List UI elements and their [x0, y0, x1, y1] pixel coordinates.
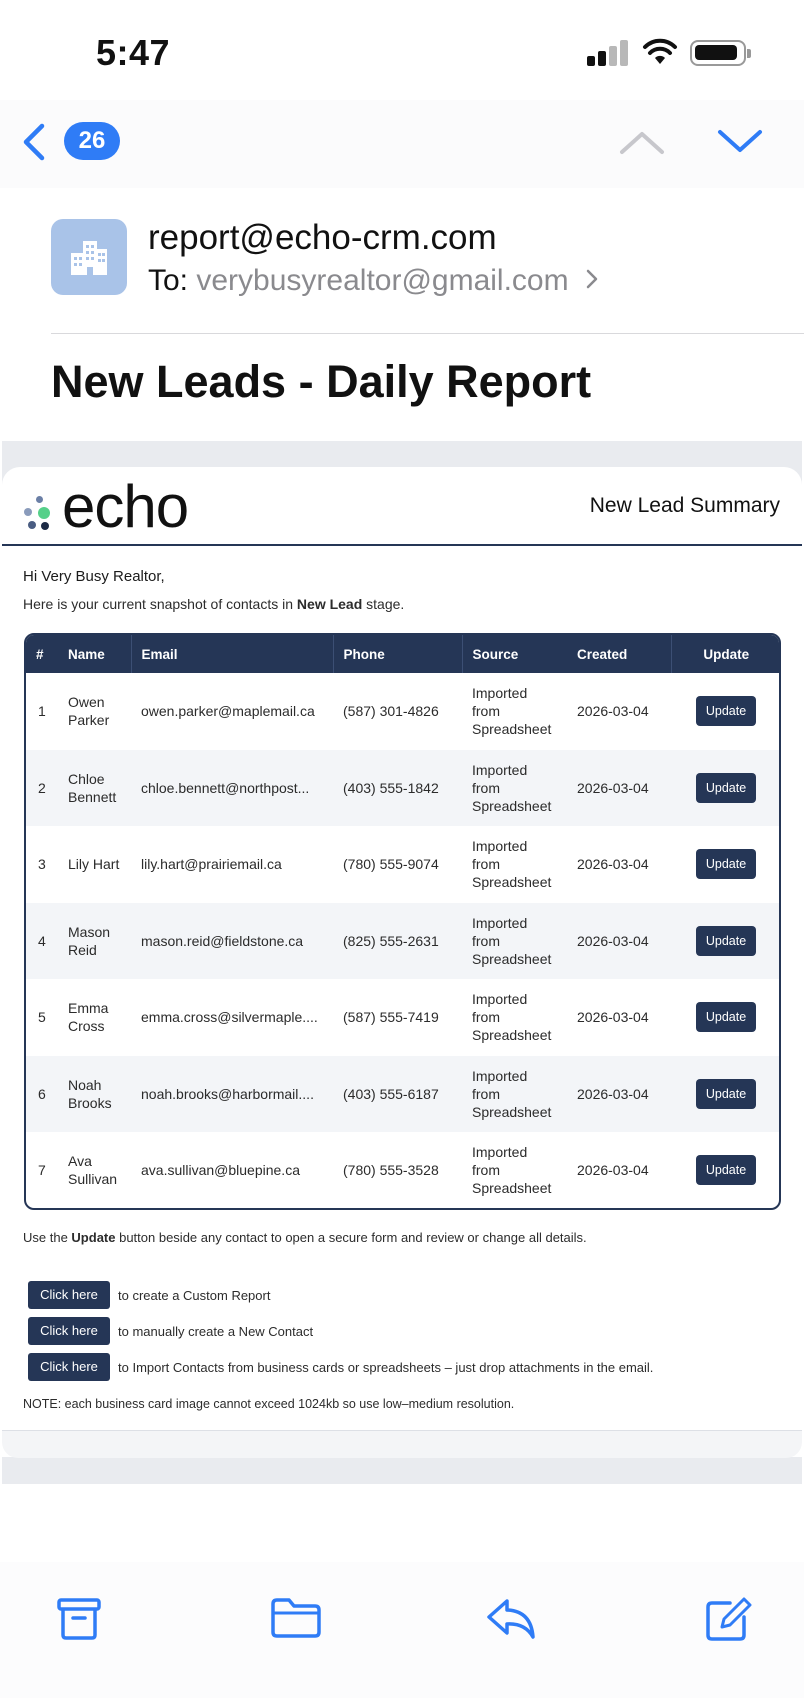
- lead-email[interactable]: chloe.bennett@northpost...: [131, 750, 333, 827]
- lead-phone[interactable]: (825) 555-2631: [333, 903, 462, 980]
- table-row: [26, 750, 781, 827]
- recipient-line[interactable]: [148, 264, 599, 298]
- column-header: #: [26, 635, 58, 673]
- import-contacts-button[interactable]: Click here: [28, 1353, 110, 1381]
- table-row: [26, 826, 781, 903]
- lead-created: 2026-03-04: [577, 1009, 649, 1026]
- lead-source: Imported from Spreadsheet: [462, 1056, 567, 1133]
- action-description: to Import Contacts from business cards or spreadsheets – just drop attachments in the email.: [118, 1359, 654, 1375]
- lead-phone[interactable]: (403) 555-1842: [333, 750, 462, 827]
- table-header-row: [26, 635, 781, 673]
- column-header: Source: [462, 635, 567, 673]
- archive-icon[interactable]: [56, 1597, 102, 1641]
- action-description: to manually create a New Contact: [118, 1323, 314, 1339]
- building-icon: [67, 235, 111, 279]
- lead-email[interactable]: lily.hart@prairiemail.ca: [141, 856, 282, 873]
- header-divider: [51, 333, 804, 334]
- bottom-toolbar: [0, 1562, 804, 1698]
- column-header: Created: [567, 635, 671, 673]
- lead-source: Imported from Spreadsheet: [462, 903, 567, 980]
- folder-icon[interactable]: [270, 1597, 322, 1639]
- lead-name: Owen Parker: [68, 694, 110, 729]
- action-custom-report: [28, 1280, 270, 1310]
- logo-dots-icon: [22, 494, 54, 534]
- action-new-contact: [28, 1316, 313, 1346]
- column-header: Update: [671, 635, 781, 673]
- back-chevron-icon[interactable]: [18, 122, 48, 162]
- battery-icon: [690, 40, 746, 66]
- greeting: Hi Very Busy Realtor,: [23, 568, 165, 585]
- to-label: To:: [148, 264, 189, 297]
- chevron-right-icon: [585, 268, 599, 290]
- lead-created: 2026-03-04: [577, 703, 649, 720]
- lead-email[interactable]: mason.reid@fieldstone.ca: [131, 903, 333, 980]
- lead-created: 2026-03-04: [567, 1056, 671, 1133]
- column-header: Phone: [333, 635, 462, 673]
- summary-title: New Lead Summary: [589, 494, 780, 517]
- reply-icon[interactable]: [485, 1597, 537, 1641]
- update-button[interactable]: Update: [696, 696, 756, 726]
- row-number: 1: [38, 703, 46, 720]
- update-instructions: Use the Update button beside any contact to open a secure form and review or change all details.: [23, 1230, 587, 1245]
- lead-email[interactable]: owen.parker@maplemail.ca: [141, 703, 315, 720]
- lead-created: 2026-03-04: [567, 750, 671, 827]
- row-number: 3: [38, 856, 46, 873]
- table-row: [26, 1132, 781, 1209]
- wifi-icon: [642, 38, 678, 66]
- new-contact-button[interactable]: Click here: [28, 1317, 110, 1345]
- row-number: 2: [26, 750, 58, 827]
- brand-name: echo: [62, 473, 189, 540]
- action-import-contacts: [28, 1352, 653, 1382]
- lead-source: Imported from Spreadsheet: [472, 1144, 552, 1197]
- lead-created: 2026-03-04: [567, 903, 671, 980]
- lead-name: Lily Hart: [68, 856, 120, 873]
- lead-phone[interactable]: (587) 301-4826: [343, 703, 439, 720]
- cellular-signal-icon: [587, 40, 629, 66]
- intro-text: Here is your current snapshot of contacts in New Lead stage.: [23, 596, 405, 612]
- row-number: 4: [26, 903, 58, 980]
- size-note: NOTE: each business card image cannot exceed 1024kb so use low–medium resolution.: [23, 1397, 515, 1411]
- compose-icon[interactable]: [704, 1597, 752, 1643]
- lead-name: Ava Sullivan: [68, 1153, 118, 1188]
- status-bar: [0, 0, 804, 100]
- sender-address[interactable]: report@echo-crm.com: [148, 218, 497, 257]
- lead-name: Chloe Bennett: [58, 750, 131, 827]
- lead-email[interactable]: noah.brooks@harbormail....: [131, 1056, 333, 1133]
- lead-email[interactable]: ava.sullivan@bluepine.ca: [141, 1162, 300, 1179]
- lead-source: Imported from Spreadsheet: [472, 991, 552, 1044]
- update-button[interactable]: Update: [696, 849, 756, 879]
- mail-nav-bar: [0, 100, 804, 188]
- previous-message-chevron-up-icon[interactable]: [618, 128, 666, 156]
- column-header: Email: [131, 635, 333, 673]
- update-button[interactable]: Update: [696, 1155, 756, 1185]
- lead-email[interactable]: emma.cross@silvermaple....: [141, 1009, 318, 1026]
- update-button[interactable]: Update: [696, 926, 756, 956]
- update-button[interactable]: Update: [696, 1002, 756, 1032]
- lead-name: Noah Brooks: [58, 1056, 131, 1133]
- email-card-footer: [2, 1430, 802, 1458]
- update-button[interactable]: Update: [696, 773, 756, 803]
- sender-avatar[interactable]: [51, 219, 127, 295]
- column-header: Name: [58, 635, 131, 673]
- table-row: [26, 979, 781, 1056]
- lead-name: Mason Reid: [58, 903, 131, 980]
- lead-source: Imported from Spreadsheet: [462, 750, 567, 827]
- brand-divider: [2, 544, 802, 546]
- row-number: 6: [26, 1056, 58, 1133]
- recipient-address: verybusyrealtor@gmail.com: [196, 264, 569, 297]
- lead-source: Imported from Spreadsheet: [472, 685, 552, 738]
- row-number: 5: [38, 1009, 46, 1026]
- table-row: [26, 673, 781, 750]
- table-row: [26, 903, 781, 980]
- lead-name: Emma Cross: [68, 1000, 109, 1035]
- lead-phone[interactable]: (587) 555-7419: [343, 1009, 439, 1026]
- lead-phone[interactable]: (403) 555-6187: [333, 1056, 462, 1133]
- lead-phone[interactable]: (780) 555-3528: [343, 1162, 439, 1179]
- lead-created: 2026-03-04: [577, 1162, 649, 1179]
- lead-source: Imported from Spreadsheet: [472, 838, 552, 891]
- status-time: 5:47: [96, 32, 171, 73]
- leads-table: [24, 633, 781, 1210]
- email-subject: New Leads - Daily Report: [51, 356, 592, 407]
- unread-count-badge[interactable]: 26: [64, 122, 120, 160]
- lead-created: 2026-03-04: [577, 856, 649, 873]
- custom-report-button[interactable]: Click here: [28, 1281, 110, 1309]
- next-message-chevron-down-icon[interactable]: [716, 128, 764, 156]
- action-description: to create a Custom Report: [118, 1287, 271, 1303]
- lead-phone[interactable]: (780) 555-9074: [343, 856, 439, 873]
- row-number: 7: [38, 1162, 46, 1179]
- table-row: [26, 1056, 781, 1133]
- update-button[interactable]: Update: [696, 1079, 756, 1109]
